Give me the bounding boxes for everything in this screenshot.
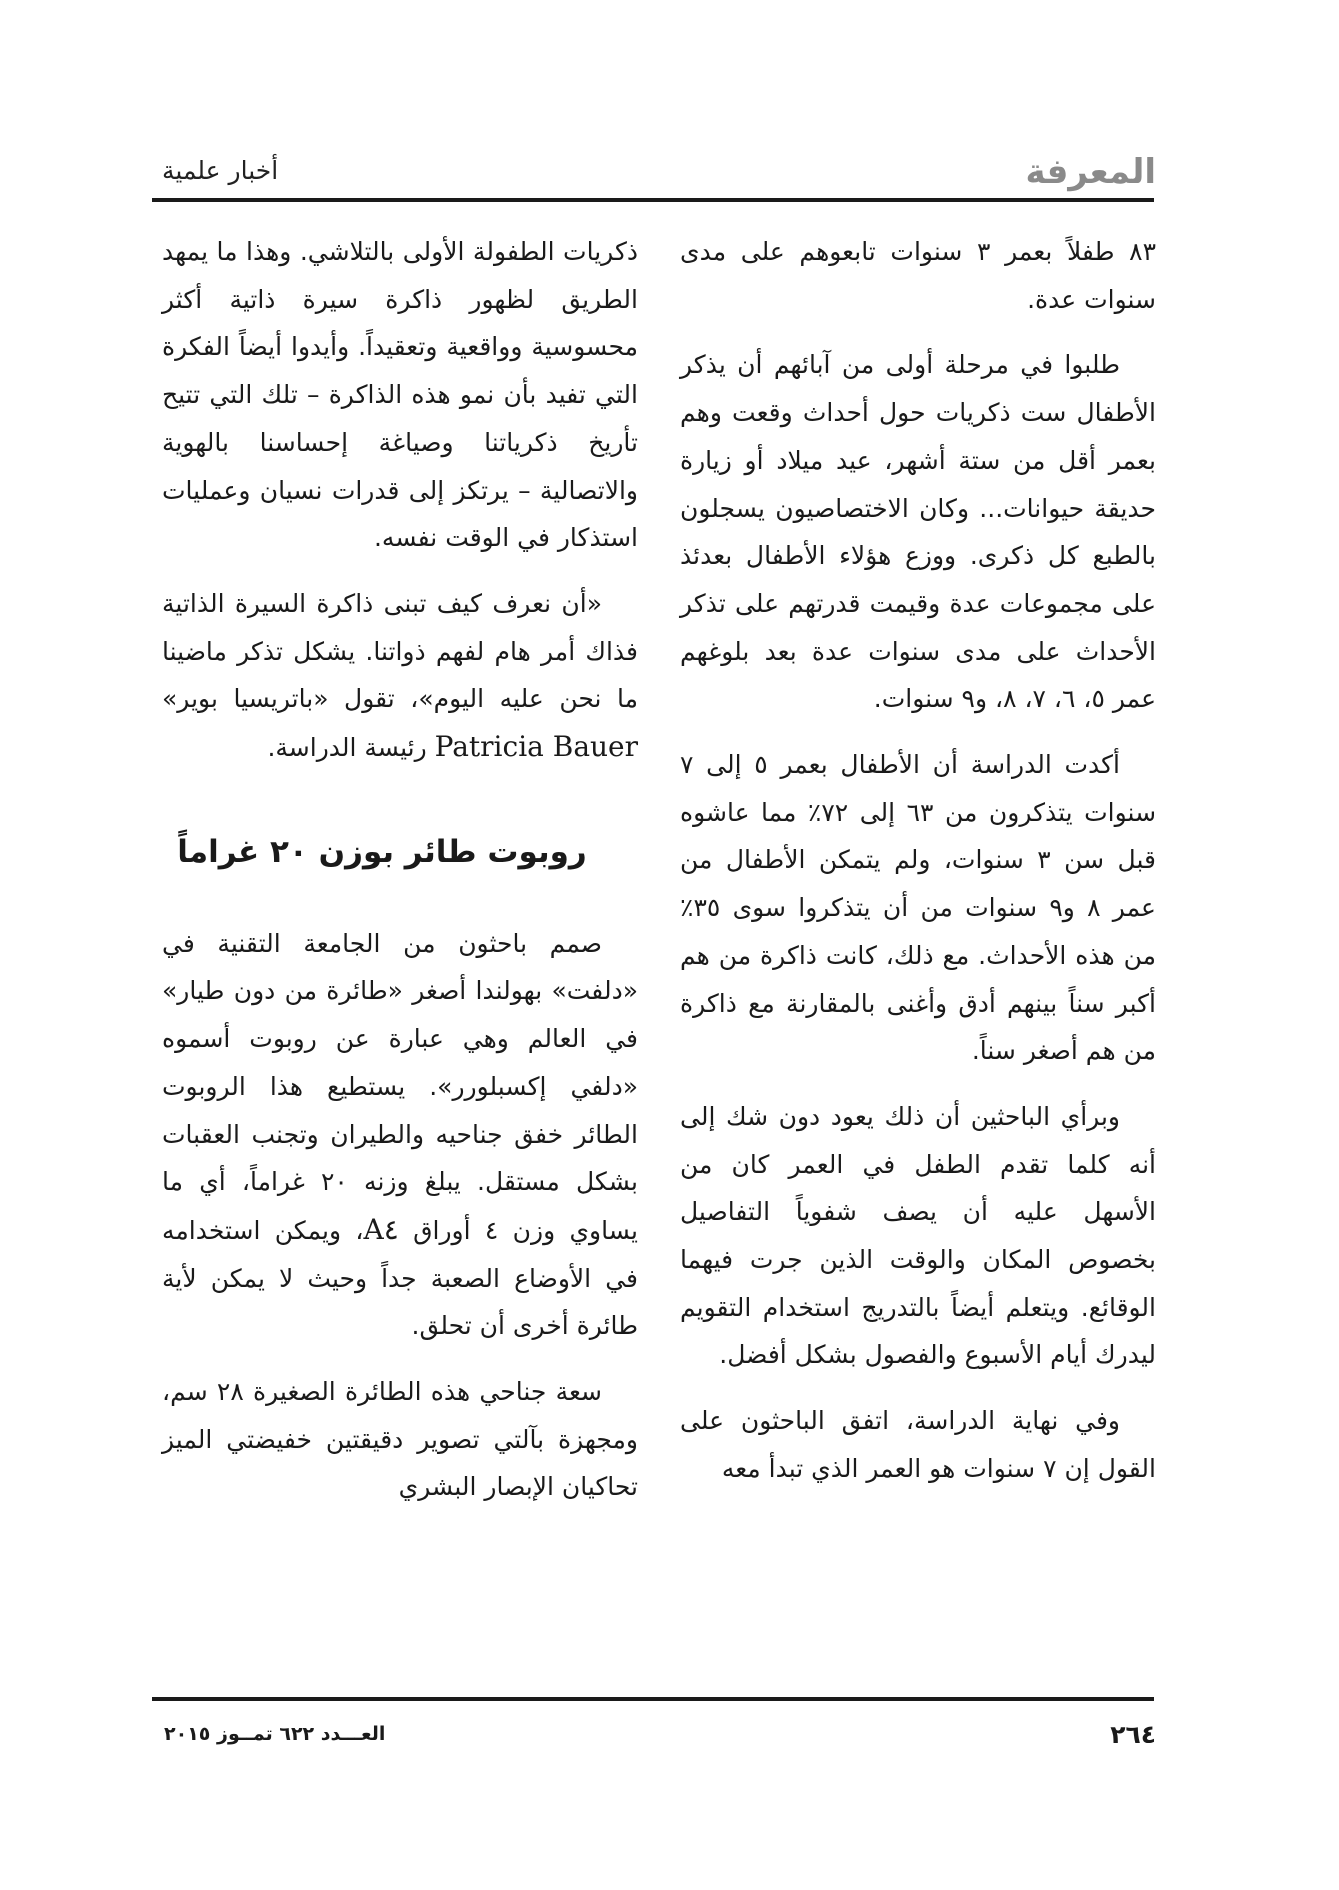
header-rule [152,198,1154,202]
paper-size: A٤ [363,1212,399,1246]
left-paragraph-1: ذكريات الطفولة الأولى بالتلاشي. وهذا ما يمهد الطريق لظهور ذاكرة سيرة ذاتية أكثر محسوسية وواقعية وتعقيداً. وأيدوا أيضاً الفكرة التي تفيد بأن نمو هذه الذاكرة – تلك التي تتيح تأريخ ذكرياتنا وصياغة إحساسنا بالهوية والاتصالية – يرتكز إلى قدرات نسيان وعمليات استذكار في الوقت نفسه. [162,237,638,553]
footer-rule [152,1697,1154,1701]
right-paragraph-2: طلبوا في مرحلة أولى من آبائهم أن يذكر الأطفال ست ذكريات حول أحداث وقعت وهم بعمر أقل من ستة أشهر، عيد ميلاد أو زيارة حديقة حيوانات... وكان الاختصاصيون يسجلون بالطبع كل ذكرى. ووزع هؤلاء الأطفال بعدئذ على مجموعات عدة وقيمت قدرتهم على تذكر الأحداث على مدى سنوات عدة بعد بلوغهم عمر ٥، ٦، ٧، ٨، و٩ سنوات. [680,350,1156,714]
left-paragraph-quote [162,580,638,772]
right-paragraph-4: وبرأي الباحثين أن ذلك يعود دون شك إلى أنه كلما تقدم الطفل في العمر كان من الأسهل عليه أن يصف شفوياً التفاصيل بخصوص المكان والوقت الذين جرت فيهما الوقائع. ويتعلم أيضاً بالتدريج استخدام التقويم ليدرك أيام الأسبوع والفصول بشكل أفضل. [680,1101,1156,1370]
right-paragraph-5: وفي نهاية الدراسة، اتفق الباحثون على القول إن ٧ سنوات هو العمر الذي تبدأ معه [680,1406,1156,1483]
issue-info: العـــدد ٦٢٢ تمــوز ٢٠١٥ [164,1723,386,1745]
left-column [162,228,638,1511]
right-paragraph-1: ٨٣ طفلاً بعمر ٣ سنوات تابعوهم على مدى سنوات عدة. [680,237,1156,314]
right-paragraph-3: أكدت الدراسة أن الأطفال بعمر ٥ إلى ٧ سنوات يتذكرون من ٦٣ إلى ٧٢٪ مما عاشوه قبل سن ٣ سنوات، ولم يتمكن الأطفال من عمر ٨ و٩ سنوات من أن يتذكروا سوى ٣٥٪ من هذه الأحداث. مع ذلك، كانت ذاكرة من هم أكبر سناً بينهم أدق وأغنى بالمقارنة مع ذاكرة من هم أصغر سناً. [680,750,1157,1066]
latin-name: Patricia Bauer [434,730,638,764]
article-heading: روبوت طائر بوزن ٢٠ غراماً [177,833,587,870]
magazine-logo: المعرفة [1025,152,1156,192]
robot-text-end: ، ويمكن استخدامه في الأوضاع الصعبة جداً وحيث لا يمكن لأية طائرة أخرى أن تحلق. [162,1215,638,1341]
robot-text: صمم باحثون من الجامعة التقنية في «دلفت» بهولندا أصغر «طائرة من دون طيار» في العالم وهي عبارة عن روبوت أسموه «دلفي إكسبلورر». يستطيع هذا الروبوت الطائر خفق جناحيه والطيران وتجنب العقبات بشكل مستقل. يبلغ وزنه ٢٠ غراماً، أي ما يساوي وزن ٤ أوراق [162,928,638,1245]
left-paragraph-robot [162,920,638,1350]
section-title: أخبار علمية [162,156,279,185]
quote-text-end: رئيسة الدراسة. [267,733,435,763]
right-column [680,228,1156,1493]
page-number: ٢٦٤ [1110,1720,1156,1749]
left-paragraph-wings: سعة جناحي هذه الطائرة الصغيرة ٢٨ سم، ومجهزة بآلتي تصوير دقيقتين خفيضتي الميز تحاكيان الإبصار البشري [162,1377,638,1502]
quote-text: «أن نعرف كيف تبنى ذاكرة السيرة الذاتية فذاك أمر هام لفهم ذواتنا. يشكل تذكر ماضينا ما نحن عليه اليوم»، تقول «باتريسيا بوير» [162,588,638,714]
